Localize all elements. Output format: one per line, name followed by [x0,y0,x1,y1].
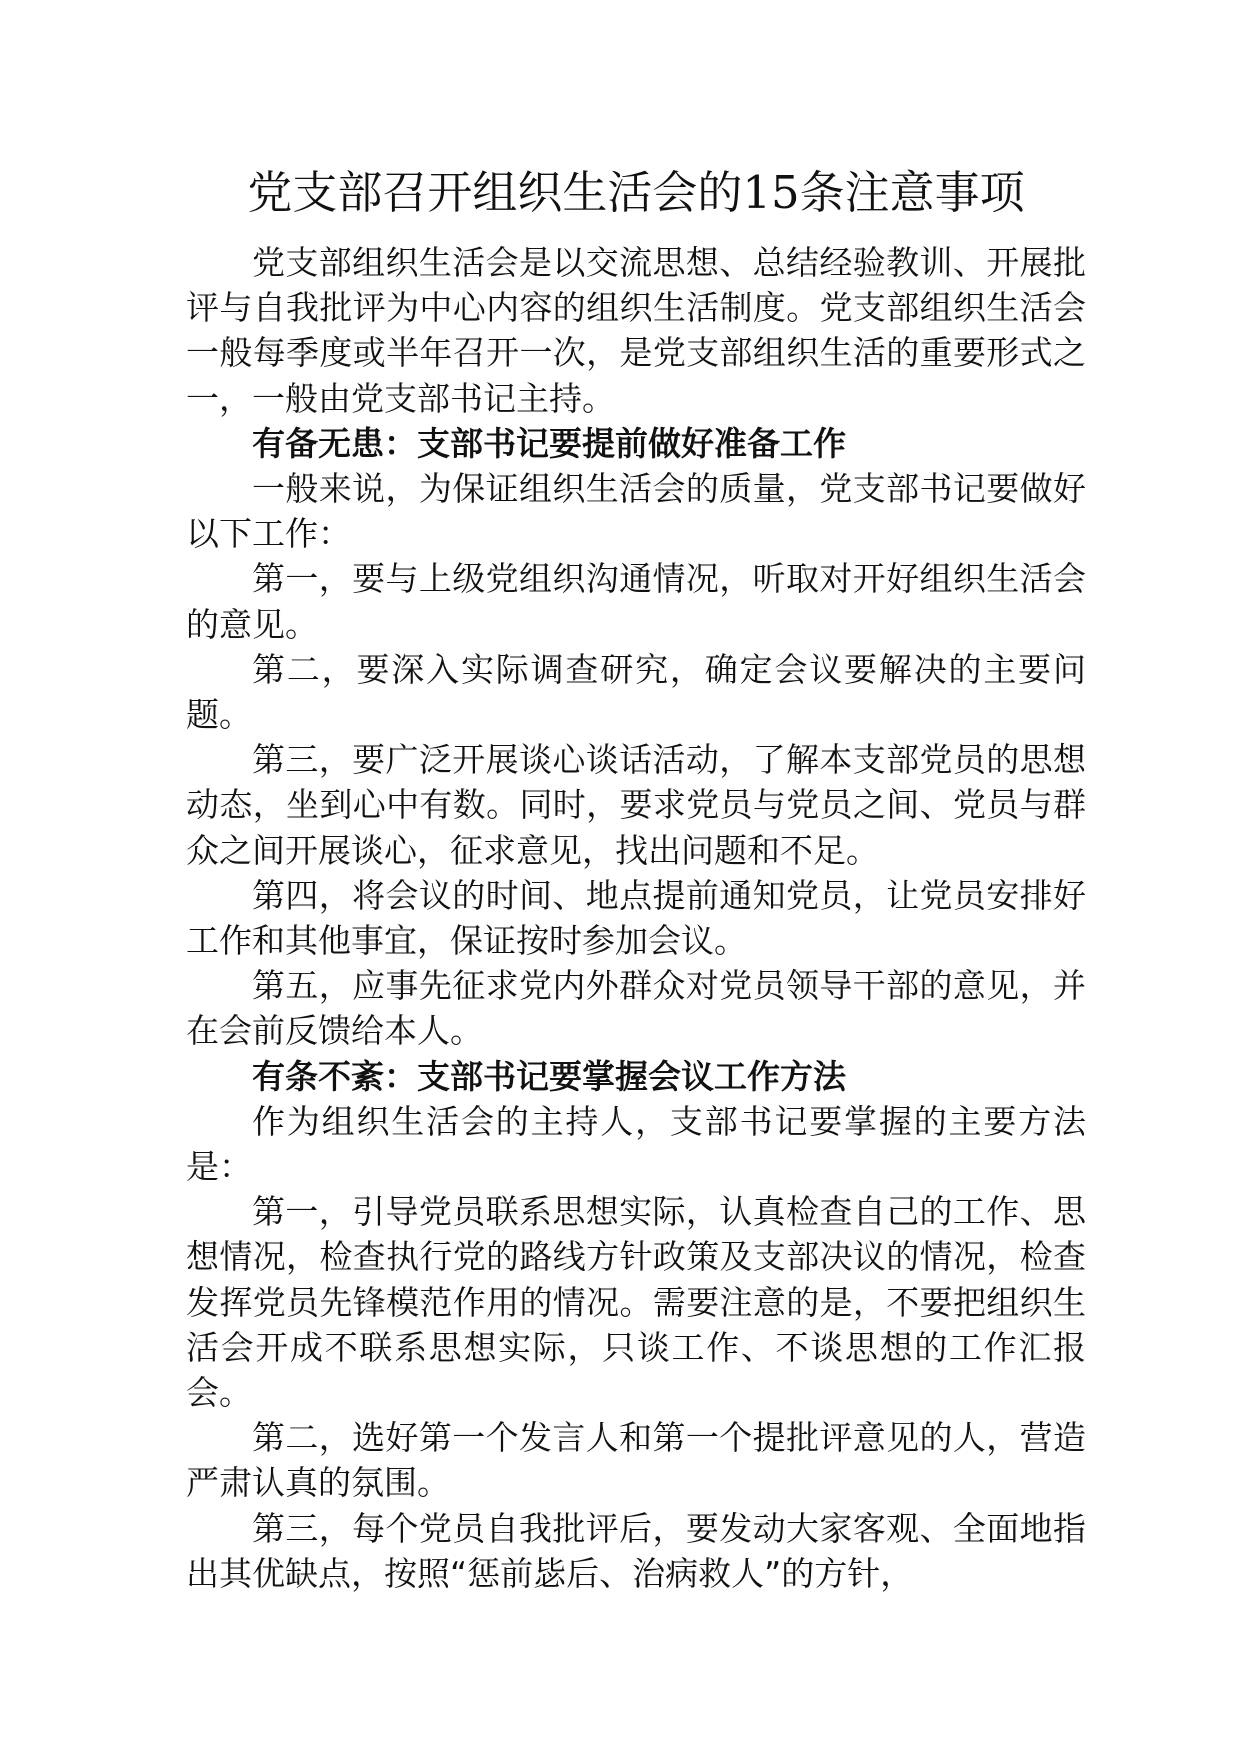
paragraph-method-intro: 作为组织生活会的主持人，支部书记要掌握的主要方法是： [186,1101,1086,1187]
paragraph-method-item-2: 第二，选好第一个发言人和第一个提批评意见的人，营造严肃认真的氛围。 [186,1418,1086,1503]
paragraph-method-item-3: 第三，每个党员自我批评后，要发动大家客观、全面地指出其优缺点，按照“惩前毖后、治病救人”的方针， [186,1508,1086,1593]
paragraph-preparation-item-3: 第三，要广泛开展谈心谈话活动，了解本支部党员的思想动态，坐到心中有数。同时，要求党员与党员之间、党员与群众之间开展谈心，征求意见，找出问题和不足。 [186,740,1086,870]
section-heading-preparation: 有备无患：支部书记要提前做好准备工作 [252,423,846,463]
paragraph-preparation-item-5: 第五，应事先征求党内外群众对党员领导干部的意见，并在会前反馈给本人。 [186,966,1086,1051]
document-title: 党支部召开组织生活会的15条注意事项 [247,166,1025,219]
paragraph-intro: 党支部组织生活会是以交流思想、总结经验教训、开展批评与自我批评为中心内容的组织生活制度。党支部组织生活会一般每季度或半年召开一次，是党支部组织生活的重要形式之一，一般由党支部书记主持。 [186,243,1086,418]
document-body [186,240,1086,1596]
paragraph-preparation-intro: 一般来说，为保证组织生活会的质量，党支部书记要做好以下工作： [186,469,1086,554]
paragraph-preparation-item-2: 第二，要深入实际调查研究，确定会议要解决的主要问题。 [186,649,1086,735]
paragraph-method-item-1: 第一，引导党员联系思想实际，认真检查自己的工作、思想情况，检查执行党的路线方针政策及支部决议的情况，检查发挥党员先锋模范作用的情况。需要注意的是，不要把组织生活会开成不联系思想实际，只谈工作、不谈思想的工作汇报会。 [186,1192,1086,1413]
section-heading-method: 有条不紊：支部书记要掌握会议工作方法 [252,1056,846,1096]
paragraph-preparation-item-1: 第一，要与上级党组织沟通情况，听取对开好组织生活会的意见。 [186,559,1086,644]
paragraph-preparation-item-4: 第四，将会议的时间、地点提前通知党员，让党员安排好工作和其他事宜，保证按时参加会议。 [186,875,1086,961]
